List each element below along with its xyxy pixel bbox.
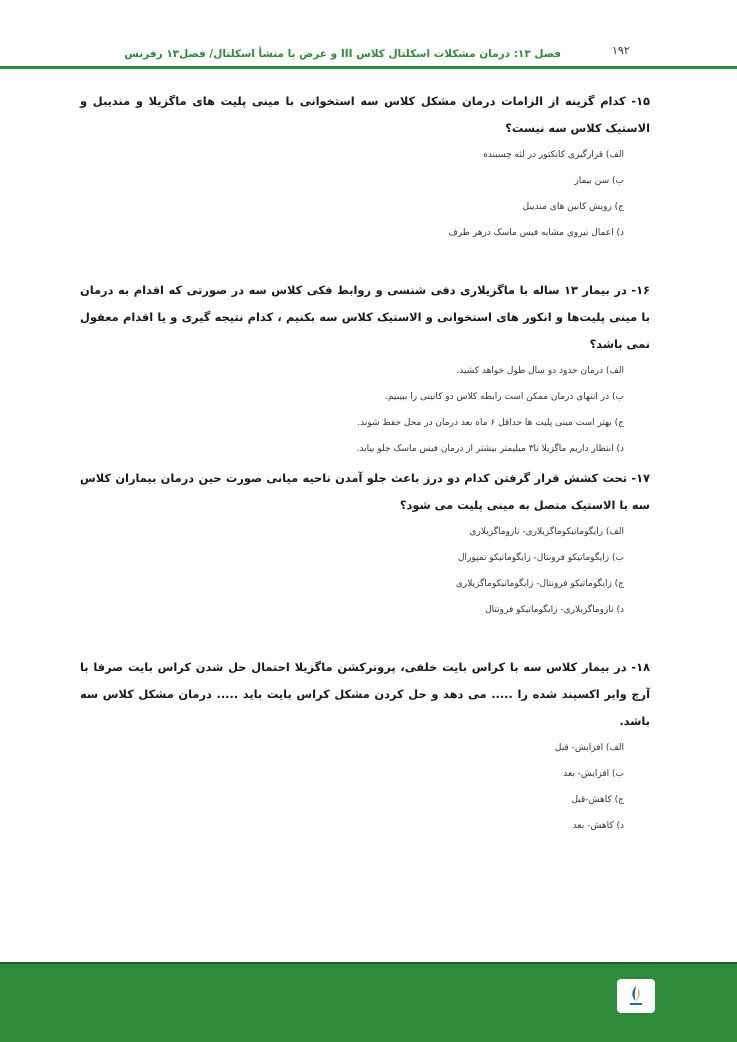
option-alef: الف) درمان حدود دو سال طول خواهد کشید. (456, 366, 624, 376)
question-text: ۱۷- تحت کشش قرار گرفتن کدام دو درز باعث جلو آمدن ناحیه میانی صورت حین درمان بیماران کلاس سه با الاستیک متصل به مینی پلیت می شود؟ (80, 471, 650, 512)
question-16 (80, 277, 650, 462)
question-text: ۱۵- کدام گزینه از الزامات درمان مشکل کلاس سه استخوانی با مینی پلیت های ماگزیلا و مندیبل و الاستیک کلاس سه نیست؟ (80, 94, 650, 135)
page-header (0, 40, 737, 68)
option-dal: د) کاهش- بعد (572, 821, 624, 831)
options-list (80, 519, 650, 623)
option-dal: د) نازوماگزیلاری- زایگوماتیکو فرونتال (485, 605, 624, 615)
options-list (80, 735, 650, 839)
header-divider (0, 66, 737, 69)
page-number: ۱۹۲ (612, 44, 630, 57)
option-alef: الف) قرارگیری کانکتور در لثه چسبنده (483, 150, 624, 160)
option-dal: د) انتظار داریم ماگزیلا تا۳ میلیمتر بیشتر از درمان فیس ماسک جلو بیاید. (356, 444, 624, 454)
options-list (80, 358, 650, 462)
option-alef: الف) زایگوماتیکوماگزیلاری- نازوماگزیلاری (469, 527, 624, 537)
publisher-logo-icon (617, 979, 655, 1013)
question-18 (80, 654, 650, 839)
option-be: ب) در انتهای درمان ممکن است رابطه کلاس دو کانینی را ببینیم. (385, 392, 624, 402)
option-jim: ج) بهتر است مینی پلیت ها حداقل ۶ ماه بعد درمان در محل حفظ شوند. (357, 418, 624, 428)
question-text: ۱۶- در بیمار ۱۳ ساله با ماگزیلاری دفی شنسی و روابط فکی کلاس سه در صورتی که اقدام به درمان با مینی پلیت‌ها و انکور های استخوانی و الاستیک کلاس سه بکنیم ، کدام نتیجه گیری و یا اقدام معقول نمی باشد؟ (80, 283, 650, 351)
option-be: ب) سن بیمار (574, 176, 624, 186)
option-jim: ج) زایگوماتیکو فرونتال- زایگوماتیکوماگزیلاری (455, 579, 624, 589)
question-17 (80, 465, 650, 623)
option-jim: ج) رویش کانین های مندیبل (522, 202, 624, 212)
question-text: ۱۸- در بیمار کلاس سه با کراس بایت خلفی، پروترکشن ماگزیلا احتمال حل شدن کراس بایت صرفا با آرچ وایر اکسپند شده را ..... می دهد و حل کردن مشکل کراس بایت باید ..... درمان مشکل کلاس سه باشد. (80, 660, 650, 728)
options-list (80, 142, 650, 246)
option-jim: ج) کاهش-قبل (571, 795, 624, 805)
option-dal: د) اعمال نیروی مشابه فیس ماسک درهر طرف (448, 228, 624, 238)
option-alef: الف) افزایش- قبل (554, 743, 624, 753)
chapter-title: فصل ۱۳: درمان مشکلات اسکلتال کلاس III و عرض با منشأ اسکلتال/ فصل۱۳ رفرنس (124, 48, 561, 60)
option-be: ب) زایگوماتیکو فرونتال- زایگوماتیکو تمپورال (458, 553, 624, 563)
question-15 (80, 88, 650, 246)
option-be: ب) افزایش- بعد (563, 769, 624, 779)
